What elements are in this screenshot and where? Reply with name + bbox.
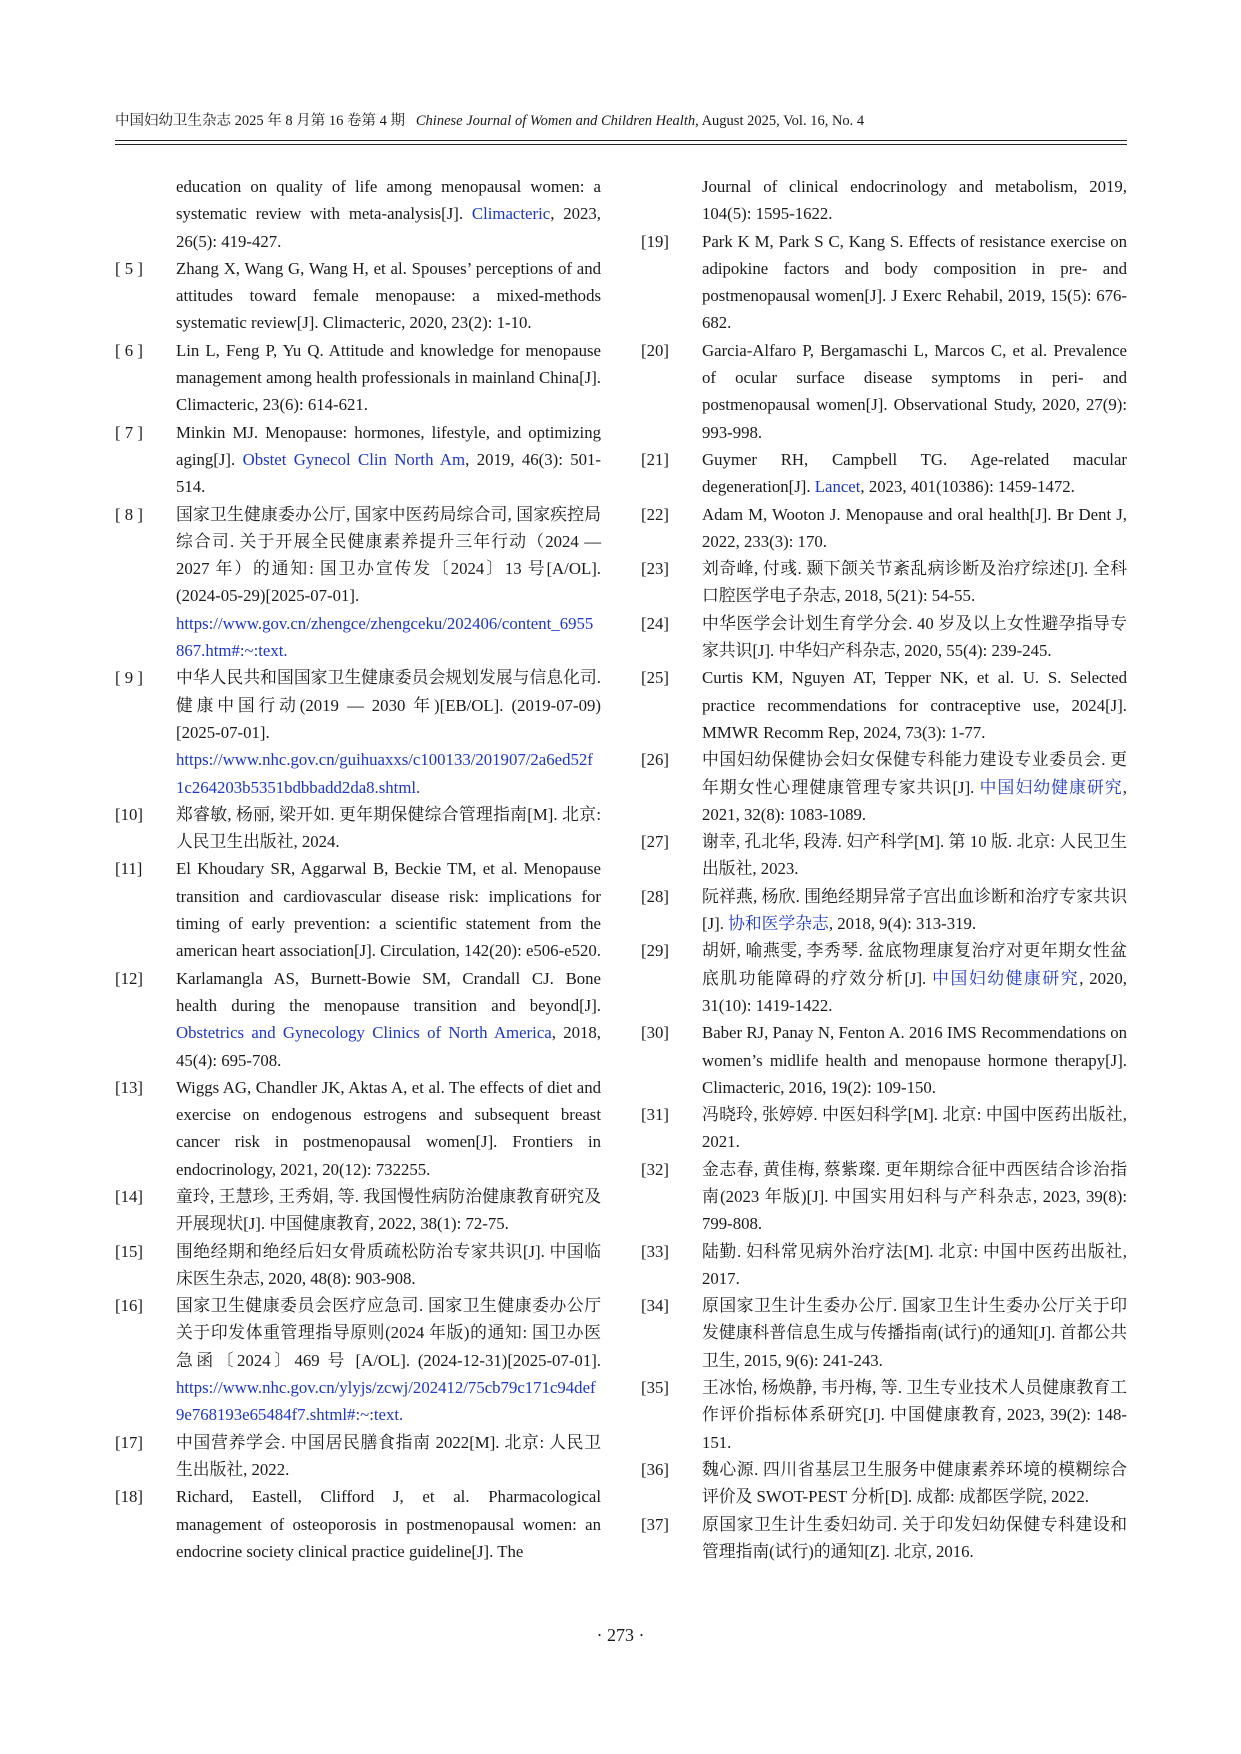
reference-text — [702, 937, 1127, 1019]
reference-item — [115, 337, 601, 419]
reference-text-segment: 原国家卫生计生委妇幼司. 关于印发妇幼保健专科建设和管理指南(试行)的通知[Z]. 北京, 2016. — [702, 1514, 1127, 1561]
reference-number: [21] — [641, 449, 669, 469]
reference-link[interactable]: Lancet — [814, 477, 861, 497]
reference-link[interactable]: 中国妇幼健康研究 — [932, 968, 1080, 988]
reference-text-segment: 刘奇峰, 付彧. 颞下颌关节紊乱病诊断及治疗综述[J]. 全科口腔医学电子杂志, 2018, 5(21): 54-55. — [702, 559, 1127, 606]
reference-text — [176, 664, 601, 800]
reference-item — [641, 828, 1127, 883]
reference-number: [14] — [115, 1186, 143, 1206]
reference-text-segment: 谢幸, 孔北华, 段涛. 妇产科学[M]. 第 10 版. 北京: 人民卫生出版社, 2023. — [702, 832, 1127, 879]
reference-number: [28] — [641, 886, 669, 906]
reference-text-segment: , 2018, 9(4): 313-319. — [828, 914, 977, 934]
journal-name-en: Chinese Journal of Women and Children Health — [415, 113, 696, 129]
reference-text — [702, 1101, 1127, 1156]
reference-number: [35] — [641, 1378, 669, 1398]
reference-number: [11] — [115, 859, 143, 879]
reference-number: [20] — [641, 340, 669, 360]
reference-text-segment: 陆勤. 妇科常见病外治疗法[M]. 北京: 中国中医药出版社, 2017. — [702, 1241, 1127, 1288]
reference-text-segment: 中国妇幼保健协会妇女保健专科能力建设专业委员会. 更年期女性心理健康管理专家共识[J]. — [702, 750, 1127, 797]
reference-text — [176, 1483, 601, 1565]
reference-text-segment: education on quality of life among menopausal women: a systematic review with meta-analysis[J]. — [176, 177, 601, 224]
reference-text — [176, 1183, 601, 1238]
reference-item — [641, 746, 1127, 828]
issue-info-en: , August 2025, Vol. 16, No. 4 — [695, 113, 865, 129]
reference-number: [24] — [641, 613, 669, 633]
reference-text — [702, 1511, 1127, 1566]
reference-text-segment: Adam M, Wooton J. Menopause and oral health[J]. Br Dent J, 2022, 233(3): 170. — [702, 504, 1127, 551]
reference-number: [ 7 ] — [115, 422, 143, 442]
reference-item — [115, 1292, 601, 1428]
reference-item — [641, 1511, 1127, 1566]
reference-text-segment: El Khoudary SR, Aggarwal B, Beckie TM, et al. Menopause transition and cardiovascular disease risk: implications for timing of early prevention: a scientific statement from the american heart association[J]. Circulation, 142(20): e506-e520. — [176, 859, 601, 961]
reference-number: [ 8 ] — [115, 504, 143, 524]
reference-number: [13] — [115, 1077, 143, 1097]
reference-item — [641, 446, 1127, 501]
reference-text-segment: Zhang X, Wang G, Wang H, et al. Spouses’ perceptions of and attitudes toward female menopause: a mixed-methods systematic review[J]. Climacteric, 2020, 23(2): 1-10. — [176, 258, 601, 333]
reference-number: [22] — [641, 504, 669, 524]
reference-link[interactable]: 协和医学杂志 — [728, 914, 829, 934]
reference-number: [19] — [641, 231, 669, 251]
reference-item — [641, 173, 1127, 228]
journal-name-cn: 中国妇幼卫生杂志 2025 年 8 月第 16 卷第 4 期 — [115, 113, 405, 129]
reference-item — [641, 937, 1127, 1019]
reference-item — [641, 1238, 1127, 1293]
page-number: · 273 · — [596, 1625, 645, 1645]
reference-text-segment: , 2021, 32(8): 1083-1089. — [702, 777, 1127, 824]
reference-link[interactable]: 中国妇幼健康研究 — [979, 777, 1123, 797]
reference-number: [37] — [641, 1514, 669, 1534]
reference-item — [115, 1074, 601, 1183]
reference-text-segment: 中华人民共和国国家卫生健康委员会规划发展与信息化司. 健康中国行动(2019 — 2030 年)[EB/OL]. (2019-07-09)[2025-07-01]. — [176, 668, 601, 742]
reference-text — [702, 828, 1127, 883]
reference-item — [641, 1292, 1127, 1374]
reference-link[interactable]: https://www.nhc.gov.cn/guihuaxxs/c100133/201907/2a6ed52f1c264203b5351bdbbadd2da8.shtml. — [176, 750, 593, 797]
reference-text-segment: 中国营养学会. 中国居民膳食指南 2022[M]. 北京: 人民卫生出版社, 2022. — [176, 1432, 601, 1479]
reference-number: [34] — [641, 1296, 669, 1316]
reference-number: [23] — [641, 559, 669, 579]
reference-text — [702, 1374, 1127, 1456]
reference-text-segment: 魏心源. 四川省基层卫生服务中健康素养环境的模糊综合评价及 SWOT-PEST 分析[D]. 成都: 成都医学院, 2022. — [702, 1459, 1127, 1507]
reference-text-segment: Curtis KM, Nguyen AT, Tepper NK, et al. U. S. Selected practice recommendations for contraceptive use, 2024[J]. MMWR Recomm Rep, 2024, 73(3): 1-77. — [702, 668, 1127, 742]
reference-item — [641, 555, 1127, 610]
reference-text — [176, 801, 601, 856]
reference-link[interactable]: Obstetrics and Gynecology Clinics of North America — [176, 1023, 552, 1043]
reference-number: [15] — [115, 1241, 143, 1261]
reference-item — [115, 664, 601, 800]
reference-text — [176, 1074, 601, 1183]
header-rule-thin — [115, 144, 1127, 145]
reference-item — [115, 419, 601, 501]
reference-text — [702, 501, 1127, 556]
reference-text-segment: Karlamangla AS, Burnett-Bowie SM, Crandall CJ. Bone health during the menopause transition and beyond[J]. — [176, 968, 601, 1015]
reference-item — [115, 501, 601, 665]
reference-number: [36] — [641, 1459, 669, 1479]
reference-number: [33] — [641, 1241, 669, 1261]
reference-text — [702, 1292, 1127, 1374]
reference-link[interactable]: Climacteric — [471, 204, 551, 224]
reference-item — [115, 173, 601, 255]
reference-text — [702, 1238, 1127, 1293]
reference-item — [641, 883, 1127, 938]
reference-text-segment: Garcia-Alfaro P, Bergamaschi L, Marcos C, et al. Prevalence of ocular surface disease symptoms in peri- and postmenopausal women[J]. Observational Study, 2020, 27(9): 993-998. — [702, 340, 1127, 442]
reference-number: [25] — [641, 668, 669, 688]
reference-number: [26] — [641, 750, 669, 770]
reference-item — [641, 610, 1127, 665]
reference-text — [702, 883, 1127, 938]
reference-item — [115, 1183, 601, 1238]
reference-number: [17] — [115, 1432, 143, 1452]
reference-text — [176, 501, 601, 665]
reference-number: [29] — [641, 941, 669, 961]
reference-text-segment: 围绝经期和绝经后妇女骨质疏松防治专家共识[J]. 中国临床医生杂志, 2020, 48(8): 903-908. — [176, 1241, 601, 1288]
reference-text-segment: 国家卫生健康委办公厅, 国家中医药局综合司, 国家疾控局综合司. 关于开展全民健康素养提升三年行动（2024 — 2027 年）的通知: 国卫办宣传发〔2024〕13 号[A/OL]. (2024-05-29)[2025-07-01]. — [176, 504, 601, 606]
reference-text — [176, 855, 601, 964]
reference-column-left — [115, 173, 601, 1565]
reference-item — [641, 337, 1127, 446]
reference-item — [641, 1019, 1127, 1101]
reference-item — [641, 1101, 1127, 1156]
reference-number: [ 6 ] — [115, 340, 143, 360]
reference-text-segment: , 2020, 31(10): 1419-1422. — [702, 968, 1127, 1015]
reference-text — [702, 446, 1127, 501]
reference-number: [12] — [115, 968, 143, 988]
reference-text-segment: 王冰怡, 杨焕静, 韦丹梅, 等. 卫生专业技术人员健康教育工作评价指标体系研究[J]. 中国健康教育, 2023, 39(2): 148-151. — [702, 1378, 1127, 1452]
reference-number: [ 9 ] — [115, 668, 143, 688]
reference-link[interactable]: https://www.gov.cn/zhengce/zhengceku/202406/content_6955867.htm#:~:text. — [176, 613, 594, 661]
reference-text — [702, 1019, 1127, 1101]
reference-number: [10] — [115, 804, 143, 824]
reference-text — [702, 555, 1127, 610]
reference-text — [702, 1156, 1127, 1238]
reference-item — [115, 855, 601, 964]
reference-number: [18] — [115, 1487, 143, 1507]
reference-text-segment: 原国家卫生计生委办公厅. 国家卫生计生委办公厅关于印发健康科普信息生成与传播指南(试行)的通知[J]. 首都公共卫生, 2015, 9(6): 241-243. — [702, 1296, 1127, 1370]
reference-text — [176, 419, 601, 501]
reference-text — [702, 746, 1127, 828]
reference-text-segment: Wiggs AG, Chandler JK, Aktas A, et al. The effects of diet and exercise on endogenous estrogens and subsequent breast cancer risk in postmenopausal women[J]. Frontiers in endocrinology, 2021, 20(12): 732255. — [176, 1077, 601, 1179]
reference-text — [702, 664, 1127, 746]
reference-item — [115, 1483, 601, 1565]
reference-text — [702, 1456, 1127, 1511]
reference-text-segment: 阮祥燕, 杨欣. 围绝经期异常子宫出血诊断和治疗专家共识[J]. — [702, 886, 1127, 934]
reference-item — [641, 228, 1127, 337]
reference-item — [641, 664, 1127, 746]
reference-text-segment: 国家卫生健康委员会医疗应急司. 国家卫生健康委办公厅关于印发体重管理指导原则(2024 年版)的通知: 国卫办医急函〔2024〕469 号 [A/OL]. (2024-12-31)[2025-07-01]. — [176, 1296, 601, 1370]
reference-text — [176, 1238, 601, 1293]
reference-text-segment: , 2018, 45(4): 695-708. — [176, 1023, 601, 1070]
running-header — [115, 111, 1127, 131]
reference-text-segment: Minkin MJ. Menopause: hormones, lifestyle, and optimizing aging[J]. — [176, 422, 601, 469]
reference-text-segment: 童玲, 王慧珍, 王秀娟, 等. 我国慢性病防治健康教育研究及开展现状[J]. 中国健康教育, 2022, 38(1): 72-75. — [176, 1186, 601, 1234]
reference-number: [30] — [641, 1023, 669, 1043]
reference-item — [115, 1429, 601, 1484]
reference-link[interactable]: https://www.nhc.gov.cn/ylyjs/zcwj/202412/75cb79c171c94def9e768193e65484f7.shtml#:~:text. — [176, 1378, 596, 1425]
reference-item — [115, 965, 601, 1074]
reference-item — [641, 1374, 1127, 1456]
reference-item — [641, 1156, 1127, 1238]
header-rule-thick — [115, 140, 1127, 141]
reference-text-segment: 中华医学会计划生育学分会. 40 岁及以上女性避孕指导专家共识[J]. 中华妇产科杂志, 2020, 55(4): 239-245. — [702, 613, 1127, 661]
reference-number: [32] — [641, 1159, 669, 1179]
reference-column-right — [641, 173, 1127, 1565]
reference-text-segment: Journal of clinical endocrinology and metabolism, 2019, 104(5): 1595-1622. — [702, 177, 1127, 224]
reference-text-segment: 金志春, 黄佳梅, 蔡紫璨. 更年期综合征中西医结合诊治指南(2023 年版)[J]. 中国实用妇科与产科杂志, 2023, 39(8): 799-808. — [702, 1159, 1127, 1234]
reference-text-segment: , 2023, 26(5): 419-427. — [176, 204, 601, 251]
reference-text — [176, 255, 601, 337]
reference-number: [16] — [115, 1296, 143, 1316]
reference-item — [115, 255, 601, 337]
reference-text-segment: , 2023, 401(10386): 1459-1472. — [860, 477, 1075, 497]
reference-text-segment: Baber RJ, Panay N, Fenton A. 2016 IMS Recommendations on women’s midlife health and menopause hormone therapy[J]. Climacteric, 2016, 19(2): 109-150. — [702, 1023, 1127, 1097]
reference-text-segment: Guymer RH, Campbell TG. Age-related macular degeneration[J]. — [702, 449, 1127, 497]
reference-text — [176, 173, 601, 255]
reference-item — [115, 1238, 601, 1293]
reference-text — [176, 1292, 601, 1428]
reference-text — [702, 337, 1127, 446]
reference-item — [641, 501, 1127, 556]
reference-text-segment: 胡妍, 喻燕雯, 李秀琴. 盆底物理康复治疗对更年期女性盆底肌功能障碍的疗效分析[J]. — [702, 941, 1127, 988]
reference-text-segment: Park K M, Park S C, Kang S. Effects of resistance exercise on adipokine factors and body composition in pre- and postmenopausal women[J]. J Exerc Rehabil, 2019, 15(5): 676-682. — [702, 231, 1127, 333]
reference-number: [ 5 ] — [115, 258, 143, 278]
reference-text — [176, 965, 601, 1074]
reference-text-segment: 郑睿敏, 杨丽, 梁开如. 更年期保健综合管理指南[M]. 北京: 人民卫生出版社, 2024. — [176, 804, 601, 852]
reference-text — [702, 610, 1127, 665]
reference-number: [27] — [641, 832, 669, 852]
reference-text — [702, 228, 1127, 337]
reference-text-segment: 冯晓玲, 张婷婷. 中医妇科学[M]. 北京: 中国中医药出版社, 2021. — [702, 1105, 1127, 1152]
reference-item — [641, 1456, 1127, 1511]
reference-text-segment: , 2019, 46(3): 501-514. — [176, 449, 601, 497]
reference-text-segment: Lin L, Feng P, Yu Q. Attitude and knowledge for menopause management among health professionals in mainland China[J]. Climacteric, 23(6): 614-621. — [176, 340, 601, 415]
reference-text-segment: Richard, Eastell, Clifford J, et al. Pharmacological management of osteoporosis in postmenopausal women: an endocrine society clinical practice guideline[J]. The — [176, 1487, 601, 1561]
reference-link[interactable]: Obstet Gynecol Clin North Am — [242, 449, 466, 469]
reference-text — [176, 1429, 601, 1484]
reference-number: [31] — [641, 1105, 669, 1125]
reference-text — [176, 337, 601, 419]
reference-item — [115, 801, 601, 856]
reference-text — [702, 173, 1127, 228]
